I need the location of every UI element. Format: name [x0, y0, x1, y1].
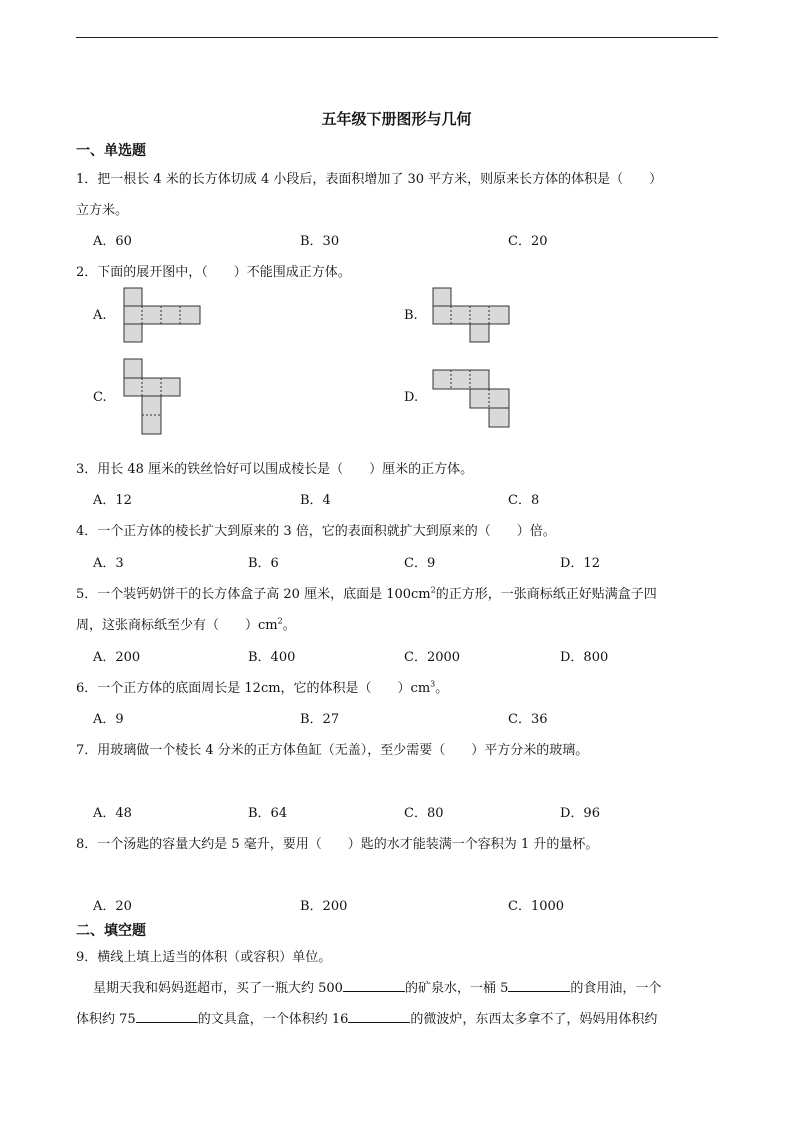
question-8-option-b[interactable]: B．200 — [300, 899, 348, 914]
question-5-option-c[interactable]: C．2000 — [404, 650, 461, 665]
question-3-option-c[interactable]: C．8 — [508, 493, 540, 508]
question-5-sup: 2 — [430, 585, 436, 595]
question-5-option-b[interactable]: B．400 — [248, 650, 296, 665]
question-9-segment-2: 的矿泉水，一桶 5 — [404, 981, 509, 996]
question-4-option-a[interactable]: A．3 — [93, 556, 124, 571]
question-4-option-b[interactable]: B．6 — [248, 556, 279, 571]
cube-net-a — [123, 287, 201, 344]
question-3-text: 3．用长 48 厘米的铁丝恰好可以围成棱长是（ ）厘米的正方体。 — [76, 462, 474, 477]
question-5-cont-sup: 2 — [277, 616, 283, 626]
header-rule — [76, 37, 718, 38]
question-1-option-a[interactable]: A．60 — [93, 234, 132, 249]
question-6-text — [76, 677, 448, 696]
fill-blank-1[interactable] — [343, 978, 405, 992]
question-7-option-c[interactable]: C．80 — [404, 806, 444, 821]
question-2-option-a[interactable]: A. — [93, 308, 107, 323]
question-2-text: 2．下面的展开图中，（ ）不能围成正方体。 — [76, 265, 351, 280]
fill-blank-4[interactable] — [348, 1009, 410, 1023]
question-4-option-c[interactable]: C．9 — [404, 556, 436, 571]
page-title: 五年级下册图形与几何 — [321, 110, 472, 128]
question-5-text-a: 5．一个装钙奶饼干的长方体盒子高 20 厘米，底面是 100cm — [76, 587, 431, 602]
question-2-option-c[interactable]: C. — [93, 390, 107, 405]
fill-blank-2[interactable] — [508, 978, 570, 992]
question-5-cont-a: 周，这张商标纸至少有（ ）cm — [76, 618, 278, 633]
question-1-option-c[interactable]: C．20 — [508, 234, 548, 249]
question-6-option-a[interactable]: A．9 — [93, 712, 124, 727]
question-6-text-a: 6．一个正方体的底面周长是 12cm，它的体积是（ ）cm — [76, 681, 431, 696]
question-7-option-a[interactable]: A．48 — [93, 806, 132, 821]
question-8-text: 8．一个汤匙的容量大约是 5 毫升，要用（ ）匙的水才能装满一个容积为 1 升的量杯。 — [76, 837, 599, 852]
question-5-cont-b: 。 — [282, 618, 296, 633]
question-1-text-cont: 立方米。 — [76, 203, 129, 218]
question-8-option-c[interactable]: C．1000 — [508, 899, 565, 914]
section-heading-fill-in: 二、填空题 — [76, 923, 146, 939]
question-3-option-a[interactable]: A．12 — [93, 493, 132, 508]
question-5-text-cont — [76, 614, 296, 633]
question-1-text: 1．把一根长 4 米的长方体切成 4 小段后，表面积增加了 30 平方米，则原来长方体的体积是（ ） — [76, 172, 663, 187]
question-5-text — [76, 583, 657, 602]
fill-blank-3[interactable] — [136, 1009, 198, 1023]
question-9-text: 9．横线上填上适当的体积（或容积）单位。 — [76, 950, 332, 965]
question-9-segment-4: 体积约 75 — [76, 1012, 136, 1027]
question-4-option-d[interactable]: D．12 — [560, 556, 600, 571]
question-6-option-c[interactable]: C．36 — [508, 712, 548, 727]
cube-net-d — [432, 369, 510, 429]
question-1-option-b[interactable]: B．30 — [300, 234, 340, 249]
question-6-sup: 3 — [430, 679, 436, 689]
question-3-option-b[interactable]: B．4 — [300, 493, 331, 508]
question-9-segment-3: 的食用油，一个 — [570, 981, 662, 996]
question-9-segment-5: 的文具盒，一个体积约 16 — [197, 1012, 349, 1027]
question-5-option-a[interactable]: A．200 — [93, 650, 141, 665]
question-9-segment-1: 星期天我和妈妈逛超市，买了一瓶大约 500 — [93, 981, 343, 996]
question-8-option-a[interactable]: A．20 — [93, 899, 132, 914]
question-9-paragraph-line-2 — [76, 1008, 657, 1027]
question-6-option-b[interactable]: B．27 — [300, 712, 340, 727]
section-heading-single-choice: 一、单选题 — [76, 143, 146, 159]
question-6-text-b: 。 — [435, 681, 449, 696]
question-7-text: 7．用玻璃做一个棱长 4 分米的正方体鱼缸（无盖），至少需要（ ）平方分米的玻璃。 — [76, 743, 589, 758]
question-4-text: 4．一个正方体的棱长扩大到原来的 3 倍，它的表面积就扩大到原来的（ ）倍。 — [76, 524, 556, 539]
question-7-option-b[interactable]: B．64 — [248, 806, 288, 821]
cube-net-b — [432, 287, 510, 344]
question-2-option-d[interactable]: D. — [404, 390, 419, 405]
cube-net-c — [123, 358, 181, 436]
question-9-segment-6: 的微波炉，东西太多拿不了，妈妈用体积约 — [410, 1012, 658, 1027]
question-2-option-b[interactable]: B. — [404, 308, 418, 323]
question-7-option-d[interactable]: D．96 — [560, 806, 600, 821]
question-5-text-b: 的正方形，一张商标纸正好贴满盒子四 — [435, 587, 657, 602]
question-5-option-d[interactable]: D．800 — [560, 650, 609, 665]
question-9-paragraph-line-1 — [93, 977, 661, 996]
